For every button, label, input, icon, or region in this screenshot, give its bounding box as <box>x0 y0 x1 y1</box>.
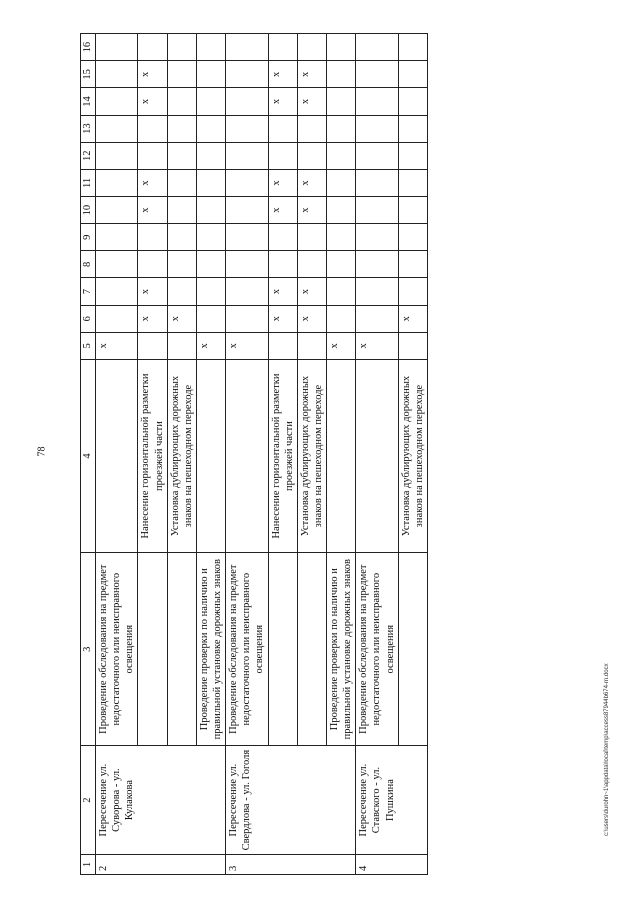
empty-cell <box>356 169 398 196</box>
empty-cell <box>356 278 398 305</box>
column-number: 10 <box>81 197 96 224</box>
empty-cell <box>96 278 138 305</box>
activity-cell: Проведение проверки по наличию и правильной установке дорожных знаков <box>327 553 356 746</box>
x-mark: x <box>226 332 268 359</box>
empty-cell <box>196 61 225 88</box>
measure-cell <box>226 359 268 552</box>
row-number: 2 <box>96 854 226 874</box>
empty-cell <box>138 142 167 169</box>
empty-cell <box>226 88 268 115</box>
column-number: 5 <box>81 332 96 359</box>
empty-cell <box>226 61 268 88</box>
empty-cell <box>268 142 297 169</box>
measure-cell <box>96 359 138 552</box>
table-row <box>96 34 138 875</box>
activity-cell <box>167 553 196 746</box>
empty-cell <box>96 61 138 88</box>
column-number: 11 <box>81 169 96 196</box>
x-mark: x <box>297 305 326 332</box>
empty-cell <box>327 197 356 224</box>
empty-cell <box>138 115 167 142</box>
location-cell: Пересечение ул. Свердлова - ул. Гоголя <box>226 746 356 855</box>
empty-cell <box>327 169 356 196</box>
table-row <box>226 34 268 875</box>
x-mark: x <box>268 61 297 88</box>
empty-cell <box>167 115 196 142</box>
empty-cell <box>196 251 225 278</box>
x-mark: x <box>297 169 326 196</box>
x-mark: x <box>297 197 326 224</box>
empty-cell <box>327 142 356 169</box>
empty-cell <box>398 61 427 88</box>
empty-cell <box>167 88 196 115</box>
empty-cell <box>297 34 326 61</box>
activity-cell <box>398 553 427 746</box>
empty-cell <box>96 197 138 224</box>
empty-cell <box>297 332 326 359</box>
activity-cell <box>268 553 297 746</box>
row-number: 4 <box>356 854 428 874</box>
activity-cell: Проведение обследования на предмет недостаточного или неисправного освещения <box>96 553 138 746</box>
empty-cell <box>196 88 225 115</box>
measure-cell <box>196 359 225 552</box>
empty-cell <box>196 142 225 169</box>
activity-cell: Проведение обследования на предмет недостаточного или неисправного освещения <box>226 553 268 746</box>
measure-cell <box>327 359 356 552</box>
empty-cell <box>356 224 398 251</box>
empty-cell <box>167 197 196 224</box>
empty-cell <box>356 142 398 169</box>
empty-cell <box>226 115 268 142</box>
empty-cell <box>138 224 167 251</box>
empty-cell <box>167 278 196 305</box>
x-mark: x <box>268 197 297 224</box>
empty-cell <box>327 251 356 278</box>
empty-cell <box>398 197 427 224</box>
x-mark: x <box>138 61 167 88</box>
empty-cell <box>356 88 398 115</box>
x-mark: x <box>167 305 196 332</box>
empty-cell <box>226 142 268 169</box>
empty-cell <box>138 34 167 61</box>
empty-cell <box>196 169 225 196</box>
empty-cell <box>96 142 138 169</box>
empty-cell <box>268 251 297 278</box>
x-mark: x <box>268 169 297 196</box>
empty-cell <box>96 305 138 332</box>
empty-cell <box>96 251 138 278</box>
empty-cell <box>167 224 196 251</box>
measure-cell: Нанесение горизонтальной разметки проезжей части <box>138 359 167 552</box>
empty-cell <box>356 34 398 61</box>
x-mark: x <box>138 278 167 305</box>
empty-cell <box>196 115 225 142</box>
empty-cell <box>196 197 225 224</box>
empty-cell <box>268 34 297 61</box>
empty-cell <box>356 61 398 88</box>
plan-table <box>80 33 428 875</box>
location-cell: Пересечение ул. Суворова - ул. Кулакова <box>96 746 226 855</box>
empty-cell <box>226 224 268 251</box>
x-mark: x <box>138 169 167 196</box>
empty-cell <box>96 115 138 142</box>
row-number: 3 <box>226 854 356 874</box>
column-number: 16 <box>81 34 96 61</box>
column-number: 14 <box>81 88 96 115</box>
empty-cell <box>226 305 268 332</box>
activity-cell <box>297 553 326 746</box>
measure-cell: Установка дублирующих дорожных знаков на пешеходном переходе <box>398 359 427 552</box>
empty-cell <box>356 251 398 278</box>
measure-cell: Установка дублирующих дорожных знаков на пешеходном переходе <box>297 359 326 552</box>
empty-cell <box>297 224 326 251</box>
empty-cell <box>196 34 225 61</box>
empty-cell <box>356 197 398 224</box>
x-mark: x <box>297 88 326 115</box>
empty-cell <box>96 88 138 115</box>
empty-cell <box>297 142 326 169</box>
x-mark: x <box>327 332 356 359</box>
x-mark: x <box>138 88 167 115</box>
column-number: 6 <box>81 305 96 332</box>
x-mark: x <box>297 61 326 88</box>
empty-cell <box>327 278 356 305</box>
empty-cell <box>96 169 138 196</box>
empty-cell <box>268 332 297 359</box>
activity-cell <box>138 553 167 746</box>
x-mark: x <box>268 305 297 332</box>
empty-cell <box>327 61 356 88</box>
x-mark: x <box>356 332 398 359</box>
empty-cell <box>398 332 427 359</box>
empty-cell <box>356 305 398 332</box>
empty-cell <box>398 224 427 251</box>
location-cell: Пересечение ул. Ставского - ул. Пушкина <box>356 746 428 855</box>
empty-cell <box>398 251 427 278</box>
empty-cell <box>398 88 427 115</box>
activity-cell: Проведение обследования на предмет недостаточного или неисправного освещения <box>356 553 398 746</box>
page-number: 78 <box>36 446 48 457</box>
empty-cell <box>167 142 196 169</box>
empty-cell <box>268 115 297 142</box>
empty-cell <box>96 224 138 251</box>
column-number: 2 <box>81 746 96 855</box>
empty-cell <box>297 251 326 278</box>
empty-cell <box>327 34 356 61</box>
empty-cell <box>167 34 196 61</box>
x-mark: x <box>96 332 138 359</box>
empty-cell <box>327 115 356 142</box>
empty-cell <box>327 305 356 332</box>
column-number: 12 <box>81 142 96 169</box>
column-number: 1 <box>81 854 96 874</box>
x-mark: x <box>196 332 225 359</box>
empty-cell <box>226 169 268 196</box>
column-number: 15 <box>81 61 96 88</box>
empty-cell <box>398 142 427 169</box>
empty-cell <box>226 251 268 278</box>
empty-cell <box>226 197 268 224</box>
empty-cell <box>327 224 356 251</box>
x-mark: x <box>138 197 167 224</box>
x-mark: x <box>268 278 297 305</box>
empty-cell <box>196 305 225 332</box>
empty-cell <box>398 278 427 305</box>
column-number-row <box>81 34 96 875</box>
empty-cell <box>297 115 326 142</box>
measure-cell <box>356 359 398 552</box>
column-number: 3 <box>81 553 96 746</box>
empty-cell <box>167 169 196 196</box>
empty-cell <box>196 224 225 251</box>
empty-cell <box>398 115 427 142</box>
measure-cell: Установка дублирующих дорожных знаков на пешеходном переходе <box>167 359 196 552</box>
empty-cell <box>167 251 196 278</box>
empty-cell <box>96 34 138 61</box>
column-number: 7 <box>81 278 96 305</box>
activity-cell: Проведение проверки по наличию и правильной установке дорожных знаков <box>196 553 225 746</box>
x-mark: x <box>268 88 297 115</box>
empty-cell <box>196 278 225 305</box>
x-mark: x <box>398 305 427 332</box>
rotated-table-container <box>80 33 597 875</box>
empty-cell <box>226 34 268 61</box>
empty-cell <box>398 169 427 196</box>
column-number: 13 <box>81 115 96 142</box>
empty-cell <box>356 115 398 142</box>
column-number: 4 <box>81 359 96 552</box>
x-mark: x <box>138 305 167 332</box>
column-number: 9 <box>81 224 96 251</box>
empty-cell <box>167 332 196 359</box>
empty-cell <box>167 61 196 88</box>
column-number: 8 <box>81 251 96 278</box>
x-mark: x <box>297 278 326 305</box>
table-row <box>356 34 398 875</box>
empty-cell <box>398 34 427 61</box>
empty-cell <box>268 224 297 251</box>
footer-file-path: c:\users\durohn~1\appdata\local\temp\access87944b674-rn.docx <box>604 663 610 836</box>
empty-cell <box>327 88 356 115</box>
empty-cell <box>226 278 268 305</box>
empty-cell <box>138 251 167 278</box>
empty-cell <box>138 332 167 359</box>
measure-cell: Нанесение горизонтальной разметки проезжей части <box>268 359 297 552</box>
